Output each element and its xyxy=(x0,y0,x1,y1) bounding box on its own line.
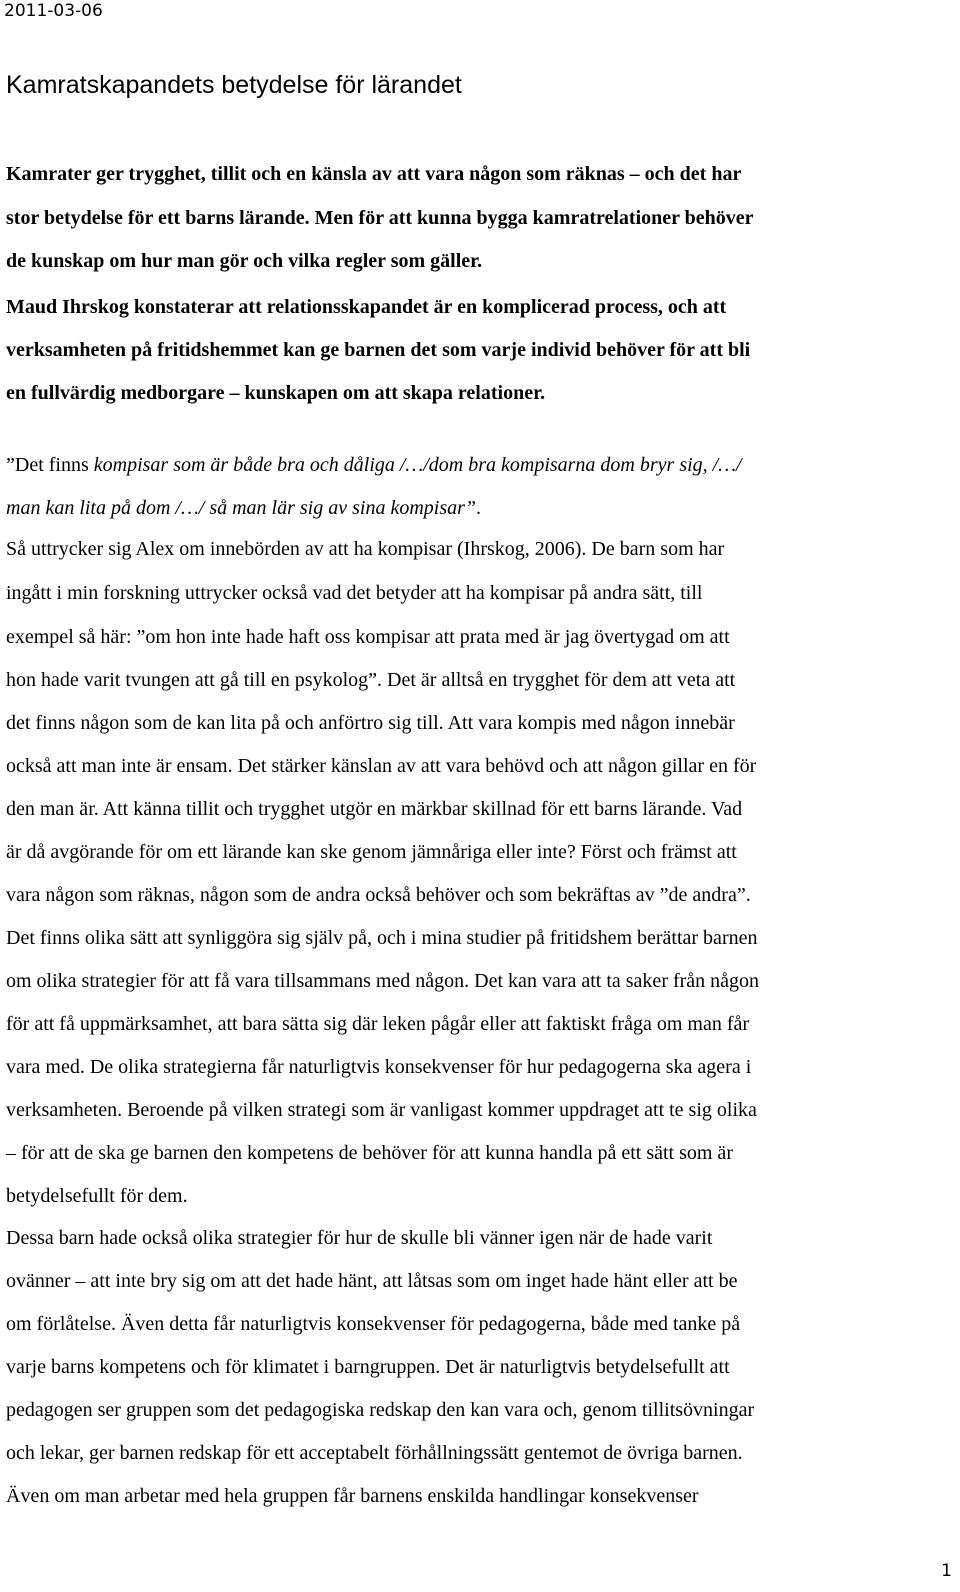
intro-line: en fullvärdig medborgare – kunskapen om att skapa relationer. xyxy=(6,382,546,404)
body-line: vara någon som räknas, någon som de andra också behöver och som bekräftas av ”de andra”. xyxy=(6,884,751,906)
body-line: Även om man arbetar med hela gruppen får barnens enskilda handlingar konsekvenser xyxy=(6,1485,699,1507)
quote-italic: man kan lita på dom /…/ så man lär sig av sina kompisar” xyxy=(6,497,477,519)
quote-italic: kompisar som är både bra och dåliga /…/dom bra kompisarna dom bryr sig, /…/ xyxy=(93,454,742,476)
document-title: Kamratskapandets betydelse för lärandet xyxy=(6,71,462,99)
body-line: vara med. De olika strategierna får naturligtvis konsekvenser för hur pedagogerna ska agera i xyxy=(6,1056,752,1078)
body-line: Det finns olika sätt att synliggöra sig själv på, och i mina studier på fritidshem berättar barnen xyxy=(6,927,758,949)
body-line: – för att de ska ge barnen den kompetens de behöver för att kunna handla på ett sätt som är xyxy=(6,1142,733,1164)
body-line: om förlåtelse. Även detta får naturligtvis konsekvenser för pedagogerna, både med tanke på xyxy=(6,1313,741,1335)
document-date: 2011-03-06 xyxy=(4,1,103,21)
body-line: för att få uppmärksamhet, att bara sätta sig där leken pågår eller att faktiskt fråga om man får xyxy=(6,1013,750,1035)
body-line: Dessa barn hade också olika strategier för hur de skulle bli vänner igen när de hade varit xyxy=(6,1227,713,1249)
body-line: Så uttrycker sig Alex om innebörden av att ha kompisar (Ihrskog, 2006). De barn som har xyxy=(6,538,725,560)
body-line: betydelsefullt för dem. xyxy=(6,1185,188,1207)
quote-line xyxy=(6,452,742,478)
body-line: exempel så här: ”om hon inte hade haft oss kompisar att prata med är jag övertygad om att xyxy=(6,626,730,648)
body-line: pedagogen ser gruppen som det pedagogiska redskap den kan vara och, genom tillitsövningar xyxy=(6,1399,755,1421)
page-number: 1 xyxy=(941,1561,952,1581)
body-line: den man är. Att känna tillit och trygghet utgör en märkbar skillnad för ett barns lärande. Vad xyxy=(6,798,743,820)
body-line: är då avgörande för om ett lärande kan ske genom jämnåriga eller inte? Först och främst att xyxy=(6,841,737,863)
quote-suffix: . xyxy=(476,497,482,519)
body-line: ingått i min forskning uttrycker också vad det betyder att ha kompisar på andra sätt, till xyxy=(6,582,703,604)
intro-line: Kamrater ger trygghet, tillit och en känsla av att vara någon som räknas – och det har xyxy=(6,163,742,185)
body-line: ovänner – att inte bry sig om att det hade hänt, att låtsas som om inget hade hänt eller att be xyxy=(6,1270,738,1292)
intro-line: de kunskap om hur man gör och vilka regler som gäller. xyxy=(6,250,483,272)
quote-line xyxy=(6,495,481,521)
body-line: också att man inte är ensam. Det stärker känslan av att vara behövd och att någon gillar en för xyxy=(6,755,757,777)
intro-line: Maud Ihrskog konstaterar att relationsskapandet är en komplicerad process, och att xyxy=(6,296,727,318)
body-line: det finns någon som de kan lita på och anförtro sig till. Att vara kompis med någon innebär xyxy=(6,712,735,734)
body-line: hon hade varit tvungen att gå till en psykolog”. Det är alltså en trygghet för dem att veta att xyxy=(6,669,736,691)
body-line: verksamheten. Beroende på vilken strategi som är vanligast kommer uppdraget att te sig olika xyxy=(6,1099,757,1121)
body-line: om olika strategier för att få vara tillsammans med någon. Det kan vara att ta saker från någon xyxy=(6,970,760,992)
body-line: varje barns kompetens och för klimatet i barngruppen. Det är naturligtvis betydelsefullt att xyxy=(6,1356,730,1378)
quote-prefix: ”Det finns xyxy=(6,454,94,476)
intro-line: stor betydelse för ett barns lärande. Men för att kunna bygga kamratrelationer behöver xyxy=(6,207,754,229)
body-line: och lekar, ger barnen redskap för ett acceptabelt förhållningssätt gentemot de övriga barnen. xyxy=(6,1442,743,1464)
intro-line: verksamheten på fritidshemmet kan ge barnen det som varje individ behöver för att bli xyxy=(6,339,751,361)
